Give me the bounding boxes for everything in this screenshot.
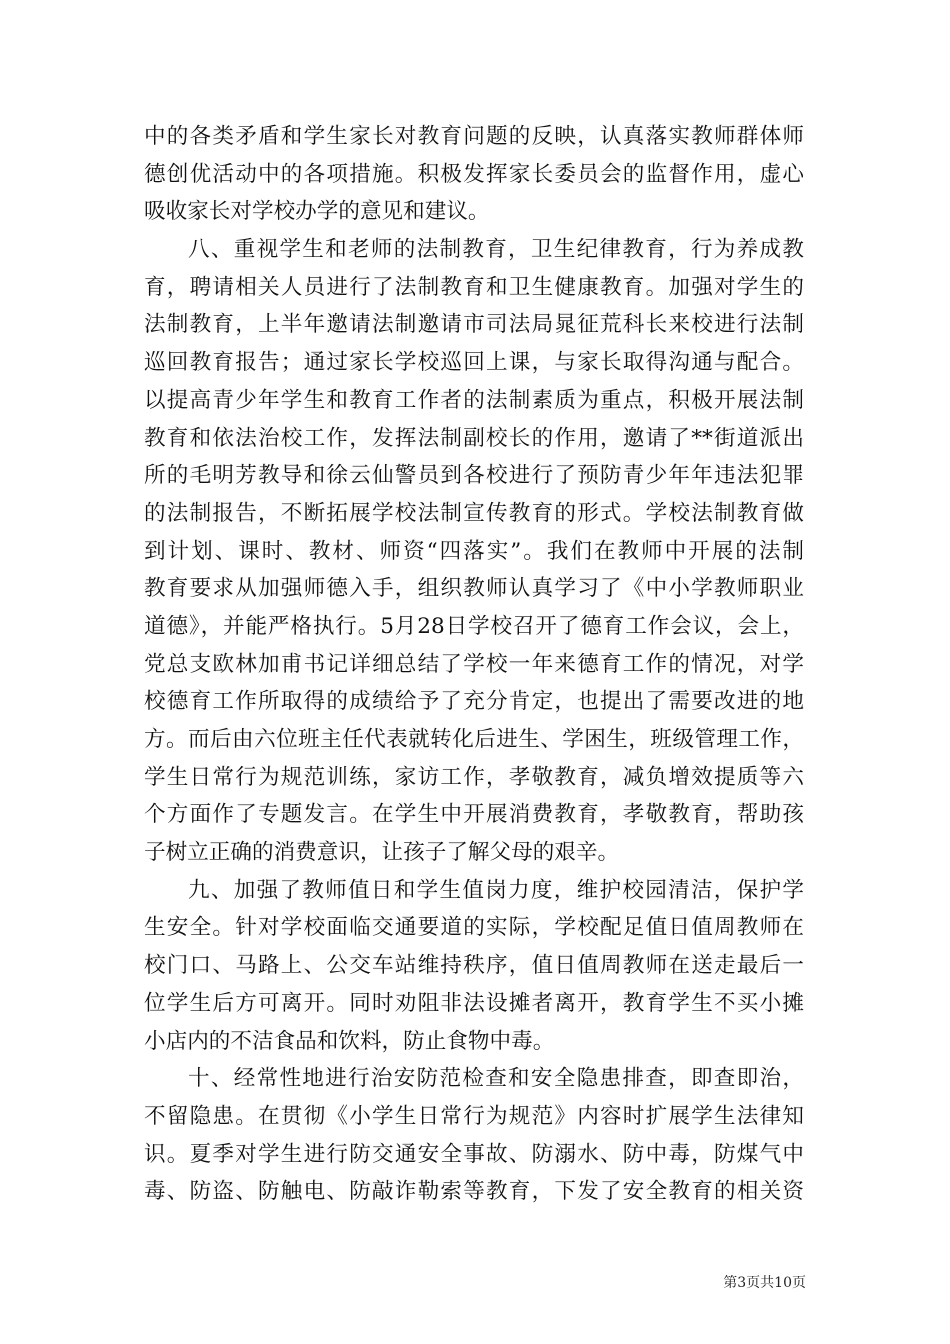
document-body — [144, 118, 804, 1211]
paragraph-section-8 — [144, 231, 804, 872]
text-line: 校门口、马路上、公交车站维持秩序，值日值周教师在送走最后一 — [144, 953, 804, 979]
paragraph-continuation — [144, 118, 804, 231]
page-number: 第3页共10页 — [723, 1275, 806, 1291]
text-line: 教育要求从加强师德入手，组织教师认真学习了《中小学教师职业 — [144, 576, 804, 602]
text-line: 德创优活动中的各项措施。积极发挥家长委员会的监督作用，虚心 — [144, 161, 804, 187]
text-line: 子树立正确的消费意识，让孩子了解父母的艰辛。 — [144, 840, 620, 866]
text-line: 教育和依法治校工作，发挥法制副校长的作用，邀请了**街道派出 — [144, 425, 804, 451]
paragraph-section-9 — [144, 872, 804, 1060]
text-line: 巡回教育报告；通过家长学校巡回上课，与家长取得沟通与配合。 — [144, 350, 804, 376]
text-line: 位学生后方可离开。同时劝阻非法设摊者离开，教育学生不买小摊 — [144, 990, 804, 1016]
text-line: 道德》，并能严格执行。5月28日学校召开了德育工作会议，会上， — [144, 613, 804, 639]
text-line: 中的各类矛盾和学生家长对教育问题的反映，认真落实教师群体师 — [144, 124, 804, 149]
text-line: 方。而后由六位班主任代表就转化后进生、学困生，班级管理工作， — [144, 727, 804, 752]
text-line: 所的毛明芳教导和徐云仙警员到各校进行了预防青少年年违法犯罪 — [144, 463, 804, 489]
text-line: 校德育工作所取得的成绩给予了充分肯定，也提出了需要改进的地 — [144, 689, 804, 715]
text-line: 不留隐患。在贯彻《小学生日常行为规范》内容时扩展学生法律知 — [144, 1103, 804, 1129]
text-line: 党总支欧林加甫书记详细总结了学校一年来德育工作的情况，对学 — [144, 651, 804, 677]
text-line: 法制教育，上半年邀请法制邀请市司法局晁征荒科长来校进行法制 — [144, 312, 804, 338]
text-line: 生安全。针对学校面临交通要道的实际，学校配足值日值周教师在 — [144, 915, 804, 941]
text-line: 识。夏季对学生进行防交通安全事故、防溺水、防中毒，防煤气中 — [144, 1141, 804, 1167]
text-line: 以提高青少年学生和教育工作者的法制素质为重点，积极开展法制 — [144, 387, 804, 413]
text-line: 小店内的不洁食品和饮料，防止食物中毒。 — [144, 1028, 555, 1054]
text-line: 到计划、课时、教材、师资“四落实”。我们在教师中开展的法制 — [144, 538, 804, 564]
text-line: 毒、防盗、防触电、防敲诈勒索等教育，下发了安全教育的相关资 — [144, 1179, 804, 1205]
text-line: 的法制报告，不断拓展学校法制宣传教育的形式。学校法制教育做 — [144, 500, 804, 526]
text-line: 吸收家长对学校办学的意见和建议。 — [144, 199, 490, 225]
paragraph-section-10 — [144, 1060, 804, 1211]
text-line: 八、重视学生和老师的法制教育，卫生纪律教育，行为养成教 — [188, 237, 804, 263]
text-line: 学生日常行为规范训练，家访工作，孝敬教育，减负增效提质等六 — [144, 764, 804, 790]
text-line: 育，聘请相关人员进行了法制教育和卫生健康教育。加强对学生的 — [144, 274, 804, 300]
text-line: 九、加强了教师值日和学生值岗力度，维护校园清洁，保护学 — [188, 877, 804, 903]
text-line: 十、经常性地进行治安防范检查和安全隐患排查，即查即治， — [188, 1066, 804, 1092]
text-line: 个方面作了专题发言。在学生中开展消费教育，孝敬教育，帮助孩 — [144, 802, 804, 828]
